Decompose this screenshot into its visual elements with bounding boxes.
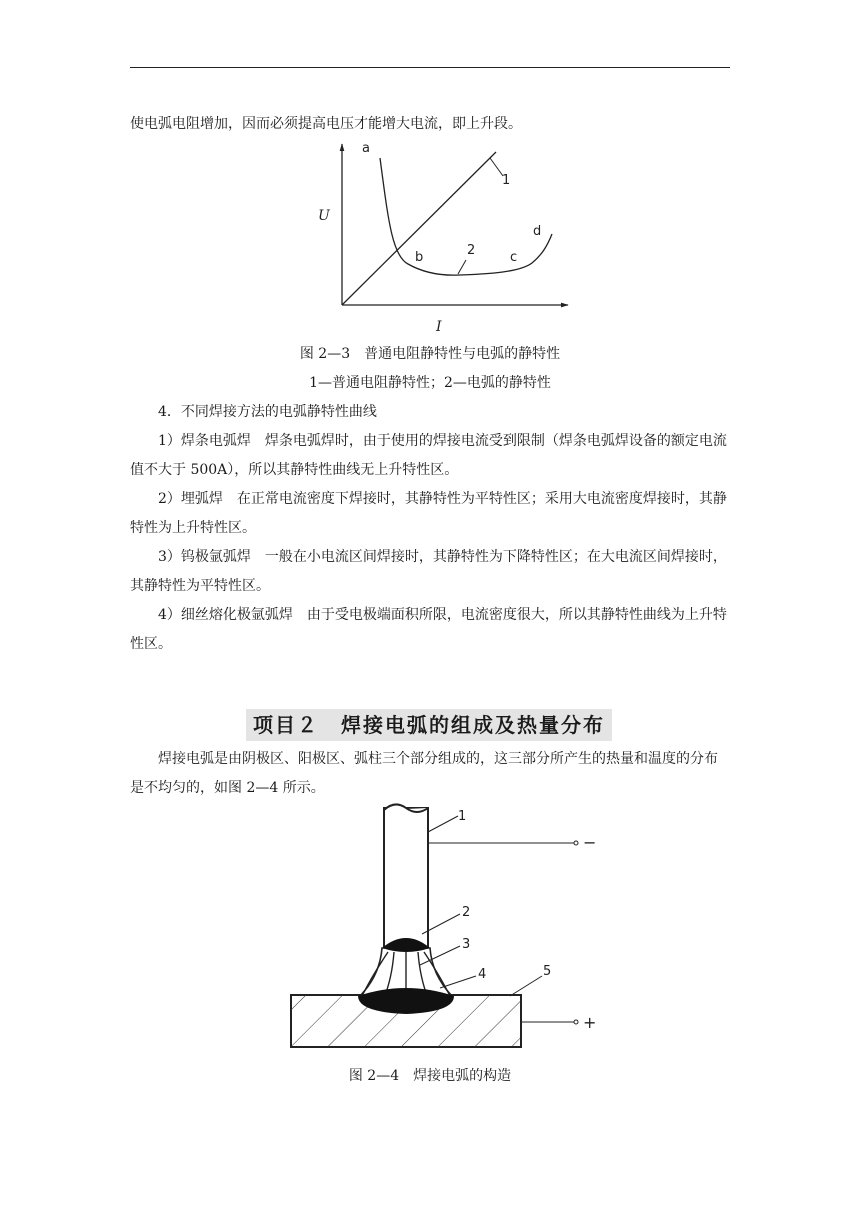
figure-2-3-legend: 1—普通电阻静特性；2—电弧的静特性 bbox=[309, 375, 551, 391]
section-4-item-2: 2）埋弧焊 在正常电流密度下焊接时，其静特性为平特性区；采用大电流密度焊接时，其静特性为上升特性区。 bbox=[130, 491, 727, 536]
minus-terminal: − bbox=[583, 833, 597, 852]
fig4-label-5: 5 bbox=[543, 964, 552, 979]
section-4-title: 4．不同焊接方法的电弧静特性曲线 bbox=[158, 404, 377, 420]
arc-curve bbox=[380, 158, 552, 275]
electrode bbox=[384, 808, 428, 948]
fig4-label-2: 2 bbox=[462, 905, 471, 920]
label-d: d bbox=[533, 224, 542, 239]
x-axis-label: I bbox=[436, 319, 442, 335]
header-rule bbox=[130, 67, 730, 68]
resistance-line bbox=[342, 152, 496, 305]
plus-terminal: + bbox=[583, 1013, 597, 1032]
label-1: 1 bbox=[502, 173, 511, 188]
leader-2 bbox=[458, 260, 466, 274]
top-line: 使电弧电阻增加，因而必须提高电压才能增大电流，即上升段。 bbox=[130, 116, 522, 132]
label-c: c bbox=[510, 250, 518, 265]
figure-2-3-caption: 图 2—3 普通电阻静特性与电弧的静特性 bbox=[299, 346, 561, 362]
label-2: 2 bbox=[467, 243, 476, 258]
label-a: a bbox=[362, 141, 370, 156]
project-2-heading: 项目２ 焊接电弧的组成及热量分布 bbox=[246, 709, 612, 741]
fig4-label-1: 1 bbox=[458, 809, 467, 824]
fig4-label-4: 4 bbox=[478, 967, 487, 982]
section-4-item-3: 3）钨极氩弧焊 一般在小电流区间焊接时，其静特性为下降特性区；在大电流区间焊接时，其静特性为平特性区。 bbox=[130, 549, 727, 594]
figure-2-3-chart bbox=[300, 138, 590, 338]
figure-2-4-caption: 图 2—4 焊接电弧的构造 bbox=[348, 1068, 512, 1084]
label-b: b bbox=[415, 250, 424, 265]
section-4-item-4: 4）细丝熔化极氩弧焊 由于受电极端面积所限，电流密度很大，所以其静特性曲线为上升特性区。 bbox=[130, 607, 727, 652]
section-4-item-1: 1）焊条电弧焊 焊条电弧焊时，由于使用的焊接电流受到限制（焊条电弧焊设备的额定电流值不大于 500A），所以其静特性曲线无上升特性区。 bbox=[130, 433, 727, 478]
y-axis-label: U bbox=[318, 208, 330, 224]
figure-2-4-diagram bbox=[280, 800, 610, 1055]
fig4-label-3: 3 bbox=[462, 937, 471, 952]
project-2-intro: 焊接电弧是由阴极区、阳极区、弧柱三个部分组成的，这三部分所产生的热量和温度的分布是不均匀的，如图 2—4 所示。 bbox=[130, 751, 718, 796]
